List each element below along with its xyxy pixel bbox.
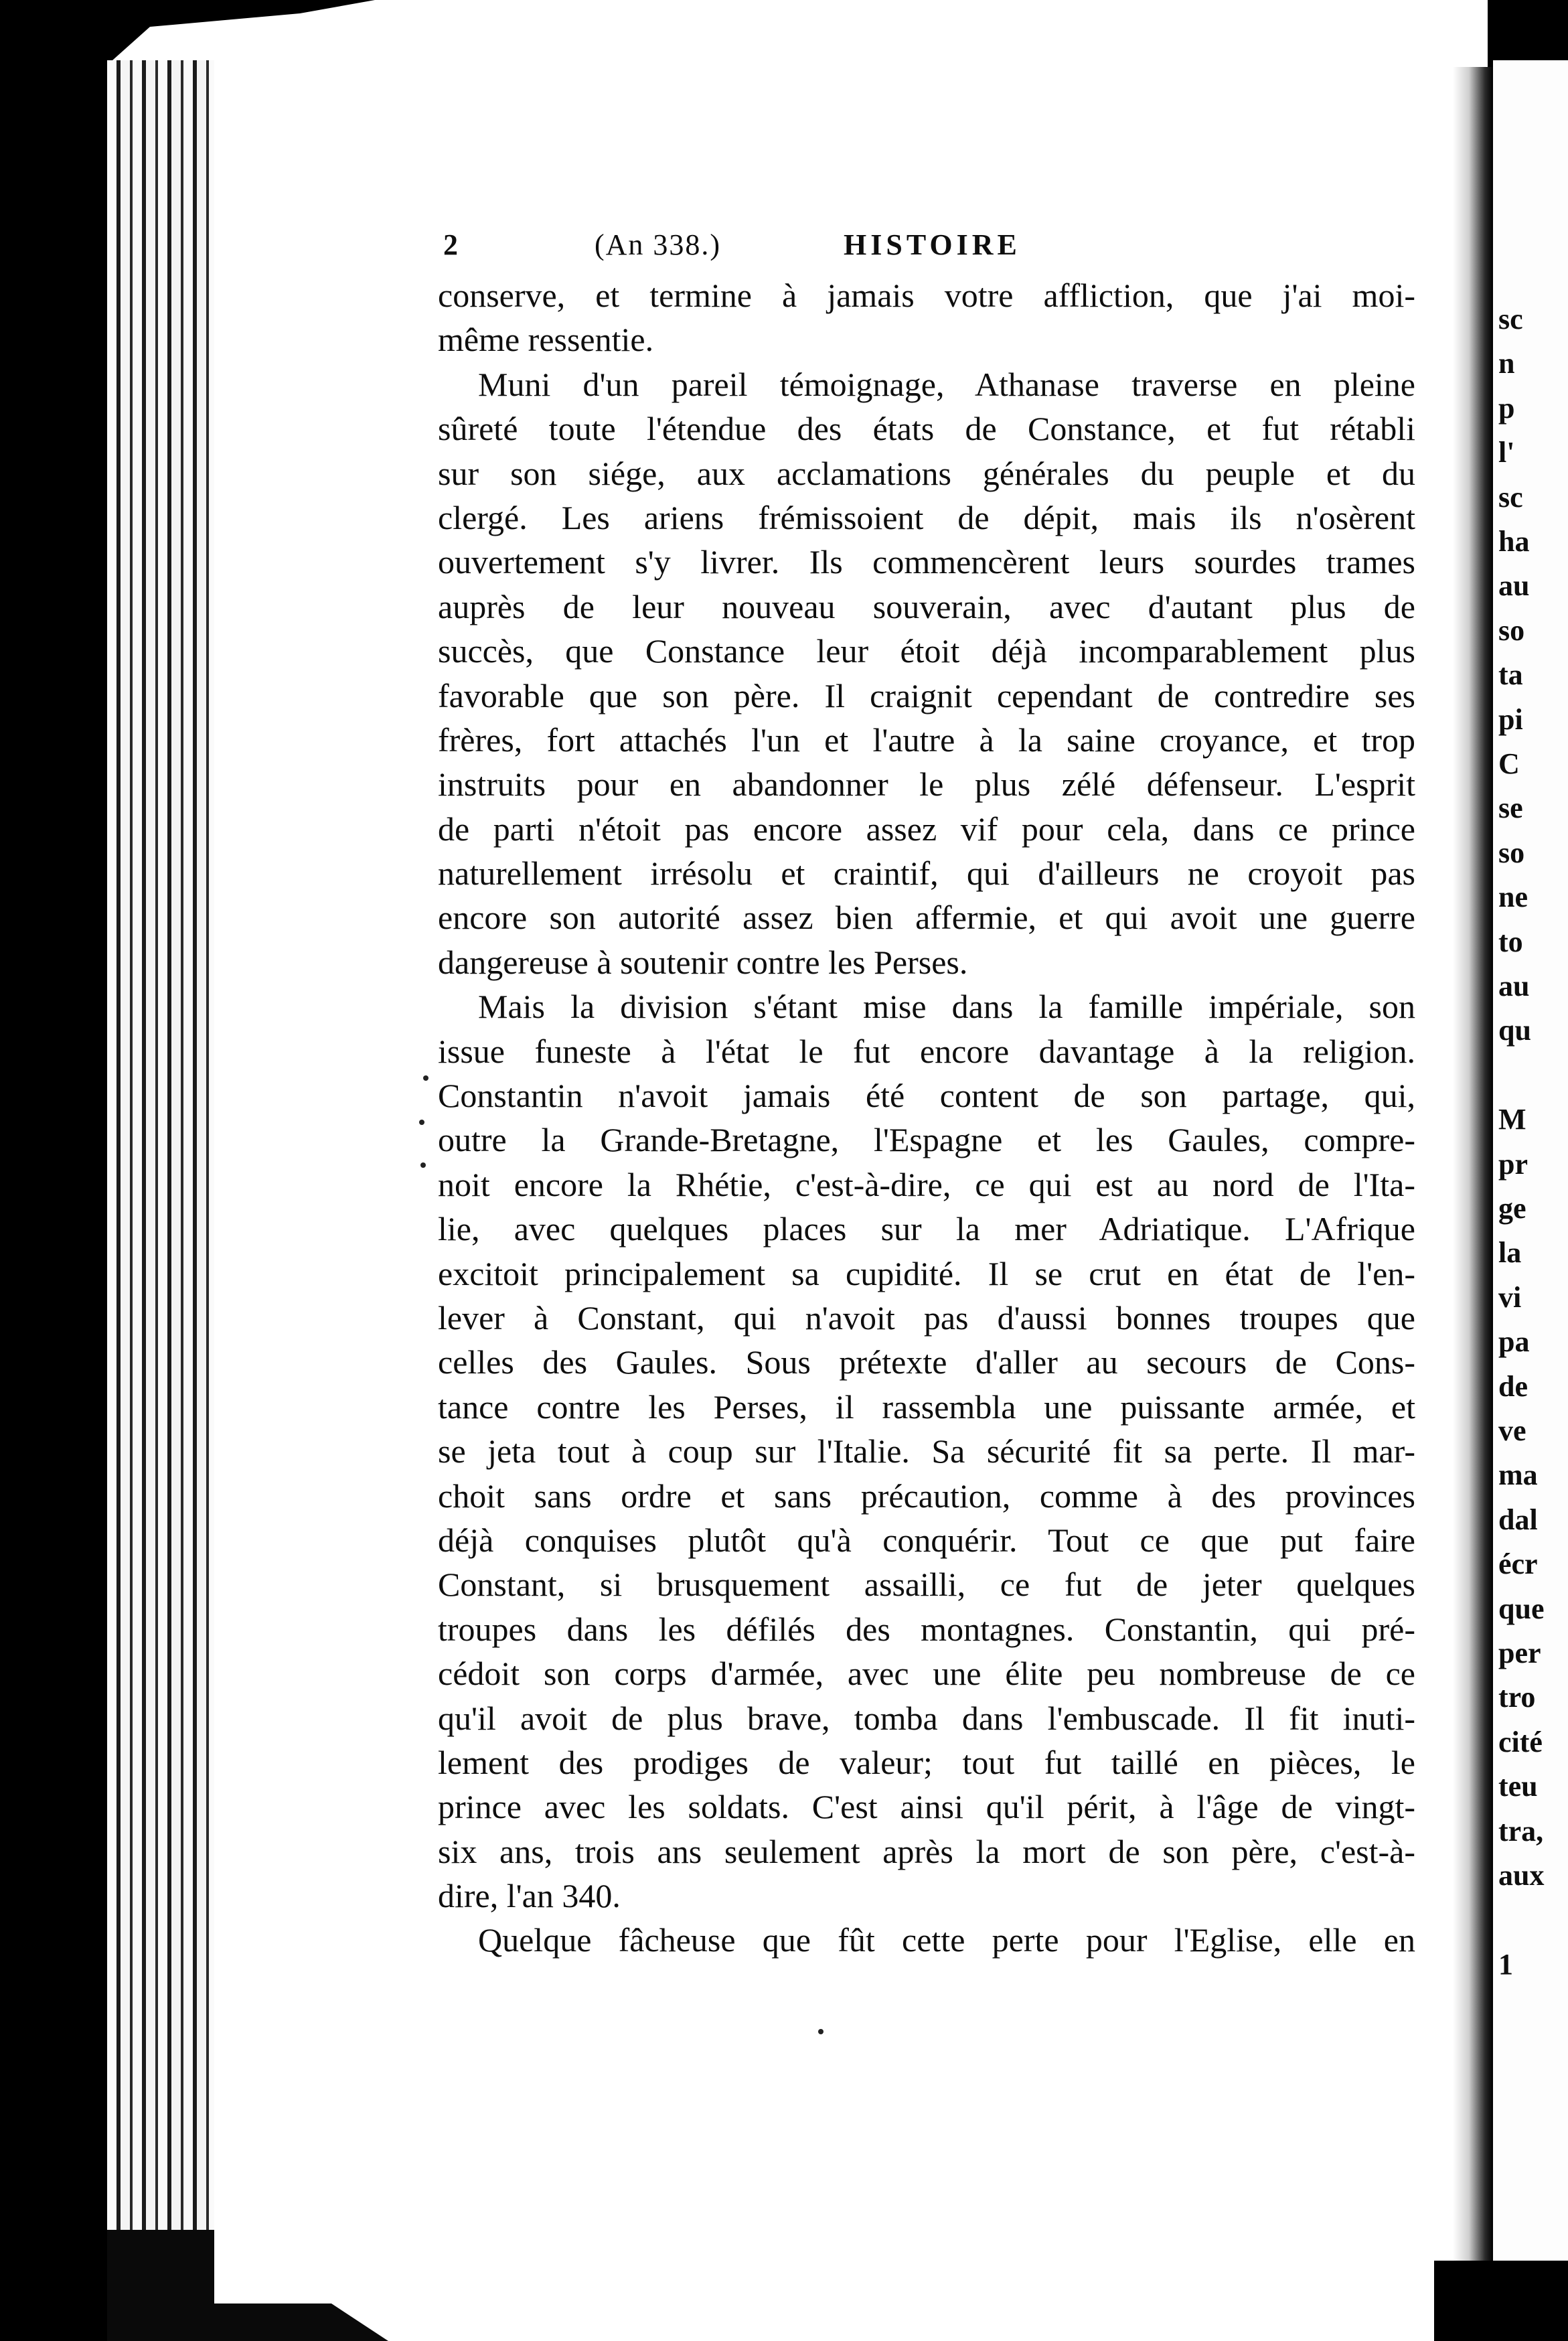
page-edges — [107, 60, 214, 2230]
facing-page-line: teu — [1498, 1770, 1538, 1803]
text-line: déjà conquises plutôt qu'à conquérir. Tout ce que put faire — [438, 1521, 1415, 1559]
text-line: se jeta tout à coup sur l'Italie. Sa sécurité fit sa perte. Il mar- — [438, 1432, 1415, 1470]
running-head — [428, 228, 1419, 268]
facing-page-line: sc — [1498, 480, 1523, 514]
facing-page-line: dal — [1498, 1503, 1538, 1536]
facing-page-line: vi — [1498, 1280, 1522, 1314]
facing-page-line: pi — [1498, 702, 1523, 736]
running-head-year: (An 338.) — [595, 228, 722, 261]
running-head-title: HISTOIRE — [844, 228, 1021, 261]
text-line: instruits pour en abandonner le plus zélé défenseur. L'esprit — [438, 765, 1415, 804]
text-line: sur son siége, aux acclamations générales du peuple et du — [438, 454, 1415, 492]
text-line: ouvertement s'y livrer. Ils commencèrent leurs sourdes trames — [438, 543, 1415, 581]
facing-page-line: pa — [1498, 1325, 1530, 1359]
facing-page-line: C — [1498, 747, 1520, 780]
facing-page-line: M — [1498, 1103, 1526, 1136]
facing-page-line: l' — [1498, 436, 1515, 469]
facing-page-line: so — [1498, 613, 1525, 647]
text-line: tance contre les Perses, il rassembla une puissante armée, et — [438, 1387, 1415, 1426]
text-line: frères, fort attachés l'un et l'autre à la saine croyance, et trop — [438, 721, 1415, 759]
margin-mark — [818, 2029, 824, 2034]
margin-mark — [420, 1162, 426, 1168]
page-number: 2 — [443, 228, 459, 261]
text-line: encore son autorité assez bien affermie, et qui avoit une guerre — [438, 899, 1415, 937]
facing-page-line: cité — [1498, 1725, 1543, 1758]
facing-page-line: ve — [1498, 1414, 1526, 1447]
text-line: de parti n'étoit pas encore assez vif pour cela, dans ce prince — [438, 810, 1415, 848]
text-line: naturellement irrésolu et craintif, qui d'ailleurs ne croyoit pas — [438, 854, 1415, 893]
facing-page-line: ne — [1498, 881, 1528, 914]
text-line: favorable que son père. Il craignit cependant de contredire ses — [438, 676, 1415, 714]
text-line: celles des Gaules. Sous prétexte d'aller au secours de Cons- — [438, 1343, 1415, 1381]
text-line: lever à Constant, qui n'avoit pas d'aussi bonnes troupes que — [438, 1298, 1415, 1337]
text-line: Constantin n'avoit jamais été content de son partage, qui, — [438, 1077, 1415, 1115]
margin-mark — [423, 1075, 428, 1081]
facing-page-line: au — [1498, 970, 1530, 1002]
text-line: même ressentie. — [438, 321, 654, 359]
facing-page-line: que — [1498, 1592, 1545, 1625]
text-line: prince avec les soldats. C'est ainsi qu'il périt, à l'âge de vingt- — [438, 1788, 1415, 1826]
facing-page-line: sc — [1498, 303, 1523, 335]
text-line: qu'il avoit de plus brave, tomba dans l'embuscade. Il fit inuti- — [438, 1699, 1415, 1737]
text-line: six ans, trois ans seulement après la mort de son père, c'est-à- — [438, 1832, 1415, 1870]
facing-page-line: la — [1498, 1236, 1522, 1270]
facing-page-line: ha — [1498, 525, 1530, 558]
facing-page-line: qu — [1498, 1014, 1531, 1047]
facing-page-line: pr — [1498, 1147, 1528, 1181]
text-line: auprès de leur nouveau souverain, avec d'autant plus de — [438, 587, 1415, 625]
text-line: clergé. Les ariens frémissoient de dépit, mais ils n'osèrent — [438, 498, 1415, 536]
text-line: Constant, si brusquement assailli, ce fut de jeter quelques — [438, 1566, 1415, 1604]
facing-page-line: ta — [1498, 658, 1523, 692]
facing-page-line: tro — [1498, 1681, 1536, 1714]
text-line: dangereuse à soutenir contre les Perses. — [438, 943, 968, 981]
facing-page-line: tra, — [1498, 1814, 1544, 1847]
text-line: issue funeste à l'état le fut encore davantage à la religion. — [438, 1032, 1415, 1070]
text-line: troupes dans les défilés des montagnes. Constantin, qui pré- — [438, 1610, 1415, 1648]
facing-page-line: per — [1498, 1637, 1541, 1669]
text-line: Mais la division s'étant mise dans la famille impériale, son — [478, 988, 1415, 1026]
text-line: sûreté toute l'étendue des états de Constance, et fut rétabli — [438, 410, 1415, 448]
text-line: succès, que Constance leur étoit déjà incomparablement plus — [438, 632, 1415, 670]
facing-page-line: ma — [1498, 1458, 1538, 1492]
text-line: Quelque fâcheuse que fût cette perte pour l'Eglise, elle en — [478, 1921, 1415, 1959]
facing-page-line: n — [1498, 347, 1515, 380]
facing-page-line: so — [1498, 836, 1525, 869]
text-line: outre la Grande-Bretagne, l'Espagne et les Gaules, compre- — [438, 1121, 1415, 1159]
gutter-shadow — [1453, 67, 1493, 2277]
text-line: excitoit principalement sa cupidité. Il se crut en état de l'en- — [438, 1254, 1415, 1292]
scan-border-bottom — [1434, 2261, 1568, 2341]
facing-page-fragment — [1493, 60, 1568, 2263]
text-line: lement des prodiges de valeur; tout fut taillé en pièces, le — [438, 1743, 1415, 1781]
text-line: Muni d'un pareil témoignage, Athanase traverse en pleine — [478, 365, 1415, 403]
text-line: lie, avec quelques places sur la mer Adriatique. L'Afrique — [438, 1210, 1415, 1248]
text-line: conserve, et termine à jamais votre affliction, que j'ai moi- — [438, 277, 1415, 314]
facing-page-line: to — [1498, 925, 1523, 958]
text-line: noit encore la Rhétie, c'est-à-dire, ce qui est au nord de l'Ita- — [438, 1165, 1415, 1203]
text-line: dire, l'an 340. — [438, 1877, 621, 1915]
facing-page-line: écr — [1498, 1547, 1538, 1581]
facing-page-line: se — [1498, 791, 1523, 825]
facing-page-line: au — [1498, 569, 1530, 603]
text-line: choit sans ordre et sans précaution, comme à des provinces — [438, 1477, 1415, 1515]
body-text — [438, 273, 1415, 1963]
text-line: cédoit son corps d'armée, avec une élite peu nombreuse de ce — [438, 1655, 1415, 1693]
facing-page-line: ge — [1498, 1192, 1526, 1225]
margin-mark — [419, 1120, 424, 1125]
facing-page-line: 1 — [1498, 1947, 1513, 1981]
facing-page-line: de — [1498, 1369, 1528, 1403]
scan-border-left — [0, 0, 107, 2341]
facing-page-line: p — [1498, 391, 1515, 425]
facing-page-line: aux — [1498, 1859, 1545, 1892]
